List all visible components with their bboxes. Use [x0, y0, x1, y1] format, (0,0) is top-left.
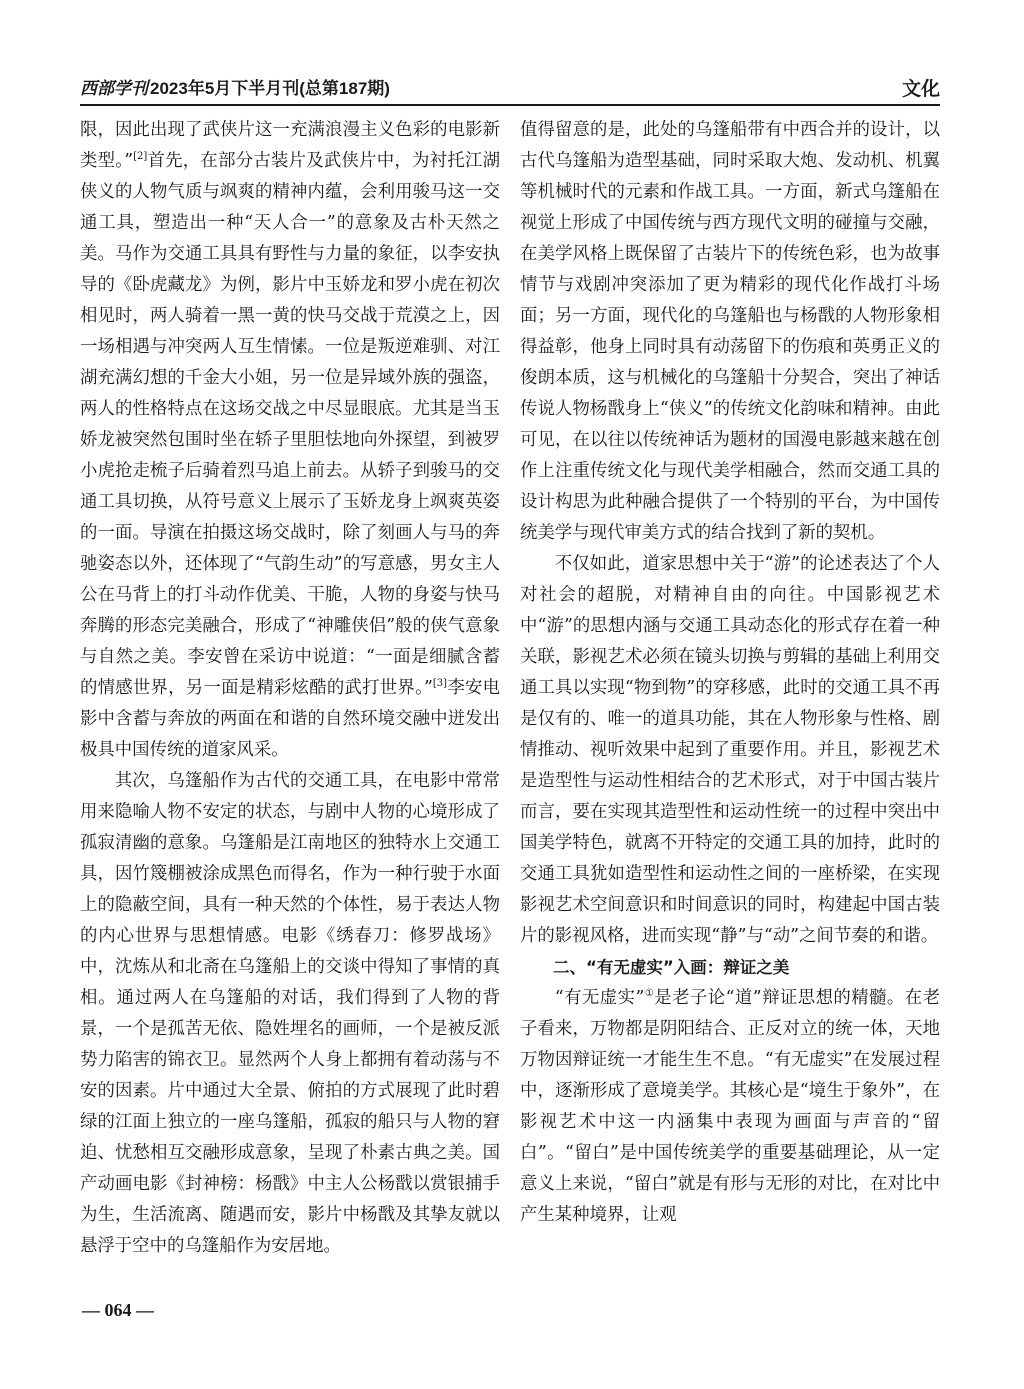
- paragraph: 不仅如此，道家思想中关于“游”的论述表达了个人对社会的超脱，对精神自由的向往。中国影视艺术中“游”的思想内涵与交通工具动态化的形式存在着一种关联，影视艺术必须在镜头切换与剪辑的基础上利用交通工具以实现“物到物”的穿移感，此时的交通工具不再是仅有的、唯一的道具功能，其在人物形象与性格、剧情推动、视听效果中起到了重要作用。并且，影视艺术是造型性与运动性相结合的艺术形式，对于中国古装片而言，要在实现其造型性和运动性统一的过程中突出中国美学特色，就离不开特定的交通工具的加持，此时的交通工具犹如造型性和运动性之间的一座桥梁，在实现影视艺术空间意识和时间意识的同时，构建起中国古装片的影视风格，进而实现“静”与“动”之间节奏的和谐。: [520, 554, 940, 946]
- paragraph-text: 首先，在部分古装片及武侠片中，为衬托江湖侠义的人物气质与飒爽的精神内蕴，会利用骏马这一交通工具，塑造出一种“天人合一”的意象及古朴天然之美。马作为交通工具具有野性与力量的象征，以李安执导的《卧虎藏龙》为例，影片中玉娇龙和罗小虎在初次相见时，两人骑着一黑一黄的快马交战于荒漠之上，因一场相遇与冲突两人互生情愫。一位是叛逆难驯、对江湖充满幻想的千金大小姐，另一位是异域外族的强盗，两人的性格特点在这场交战之中尽显眼底。尤其是当玉娇龙被突然包围时坐在轿子里胆怯地向外探望，到被罗小虎抢走梳子后骑着烈马追上前去。从轿子到骏马的交通工具切换，从符号意义上展示了玉娇龙身上飒爽英姿的一面。导演在拍摄这场交战时，除了刻画人与马的奔驰姿态以外，还体现了“气韵生动”的写意感，男女主人公在马背上的打斗动作优美、干脆，人物的身姿与快马奔腾的形态完美融合，形成了“神雕侠侣”般的侠气意象与自然之美。李安曾在采访中说道：“一面是细腻含蓄的情感世界，另一面是精彩炫酷的武打世界。”: [80, 151, 500, 698]
- issue-info: 2023年5月下半月刊(总第187期): [150, 79, 390, 98]
- footnote-marker: ①: [644, 988, 655, 1000]
- left-column: [80, 115, 500, 1262]
- page-number: — 064 —: [82, 1300, 154, 1320]
- citation-marker: [3]: [432, 678, 448, 690]
- section-label: 文化: [901, 78, 940, 100]
- paragraph: 值得留意的是，此处的乌篷船带有中西合并的设计，以古代乌篷船为造型基础，同时采取大炮、发动机、机翼等机械时代的元素和作战工具。一方面，新式乌篷船在视觉上形成了中国传统与西方现代文明的碰撞与交融，在美学风格上既保留了古装片下的传统色彩，也为故事情节与戏剧冲突添加了更为精彩的现代化作战打斗场面；另一方面，现代化的乌篷船也与杨戬的人物形象相得益彰，他身上同时具有动荡留下的伤痕和英勇正义的俊朗本质，这与机械化的乌篷船十分契合，突出了神话传说人物杨戬身上“侠义”的传统文化韵味和精神。由此可见，在以往以传统神话为题材的国漫电影越来越在创作上注重传统文化与现代美学相融合，然而交通工具的设计构思为此种融合提供了一个特别的平台，为中国传统美学与现代审美方式的结合找到了新的契机。: [520, 120, 940, 543]
- citation-marker: [2]: [133, 151, 148, 163]
- journal-logo: 西部学刊: [80, 79, 148, 99]
- page-header: [80, 70, 940, 106]
- section-heading: 二、“有无虚实”入画：辩证之美: [553, 958, 790, 977]
- paragraph-text: “有无虚实”: [554, 988, 645, 1008]
- paragraph-text: 限，因此出现了武侠片这一充满浪漫主义色彩的电影新类型。”: [80, 120, 500, 171]
- paragraph-text: 是老子论“道”辩证思想的精髓。在老子看来，万物都是阴阳结合、正反对立的统一体，天地万物因辩证统一才能生生不息。“有无虚实”在发展过程中，逐渐形成了意境美学。其核心是“境生于象外”，在影视艺术中这一内涵集中表现为画面与声音的“留白”。“留白”是中国传统美学的重要基础理论，从一定意义上来说，“留白”就是有形与无形的对比，在对比中产生某种境界，让观: [520, 988, 940, 1225]
- paragraph: [520, 983, 940, 1231]
- paragraph: [80, 115, 500, 766]
- paragraph-text: 李安电影中含蓄与奔放的两面在和谐的自然环境交融中迸发出极具中国传统的道家风采。: [80, 678, 500, 760]
- right-column: [520, 115, 940, 1231]
- paragraph: 其次，乌篷船作为古代的交通工具，在电影中常常用来隐喻人物不安定的状态，与剧中人物的心境形成了孤寂清幽的意象。乌篷船是江南地区的独特水上交通工具，因竹篾棚被涂成黑色而得名，作为一种行驶于水面上的隐蔽空间，具有一种天然的个体性，易于表达人物的内心世界与思想情感。电影《绣春刀：修罗战场》中，沈炼从和北斋在乌篷船上的交谈中得知了事情的真相。通过两人在乌篷船的对话，我们得到了人物的背景，一个是孤苦无依、隐姓埋名的画师，一个是被反派势力陷害的锦衣卫。显然两个人身上都拥有着动荡与不安的因素。片中通过大全景、俯拍的方式展现了此时碧绿的江面上独立的一座乌篷船，孤寂的船只与人物的窘迫、忧愁相互交融形成意象，呈现了朴素古典之美。国产动画电影《封神榜：杨戬》中主人公杨戬以赏银捕手为生，生活流离、随遇而安，影片中杨戬及其挚友就以悬浮于空中的乌篷船作为安居地。: [80, 771, 500, 1256]
- journal-title: [80, 74, 390, 99]
